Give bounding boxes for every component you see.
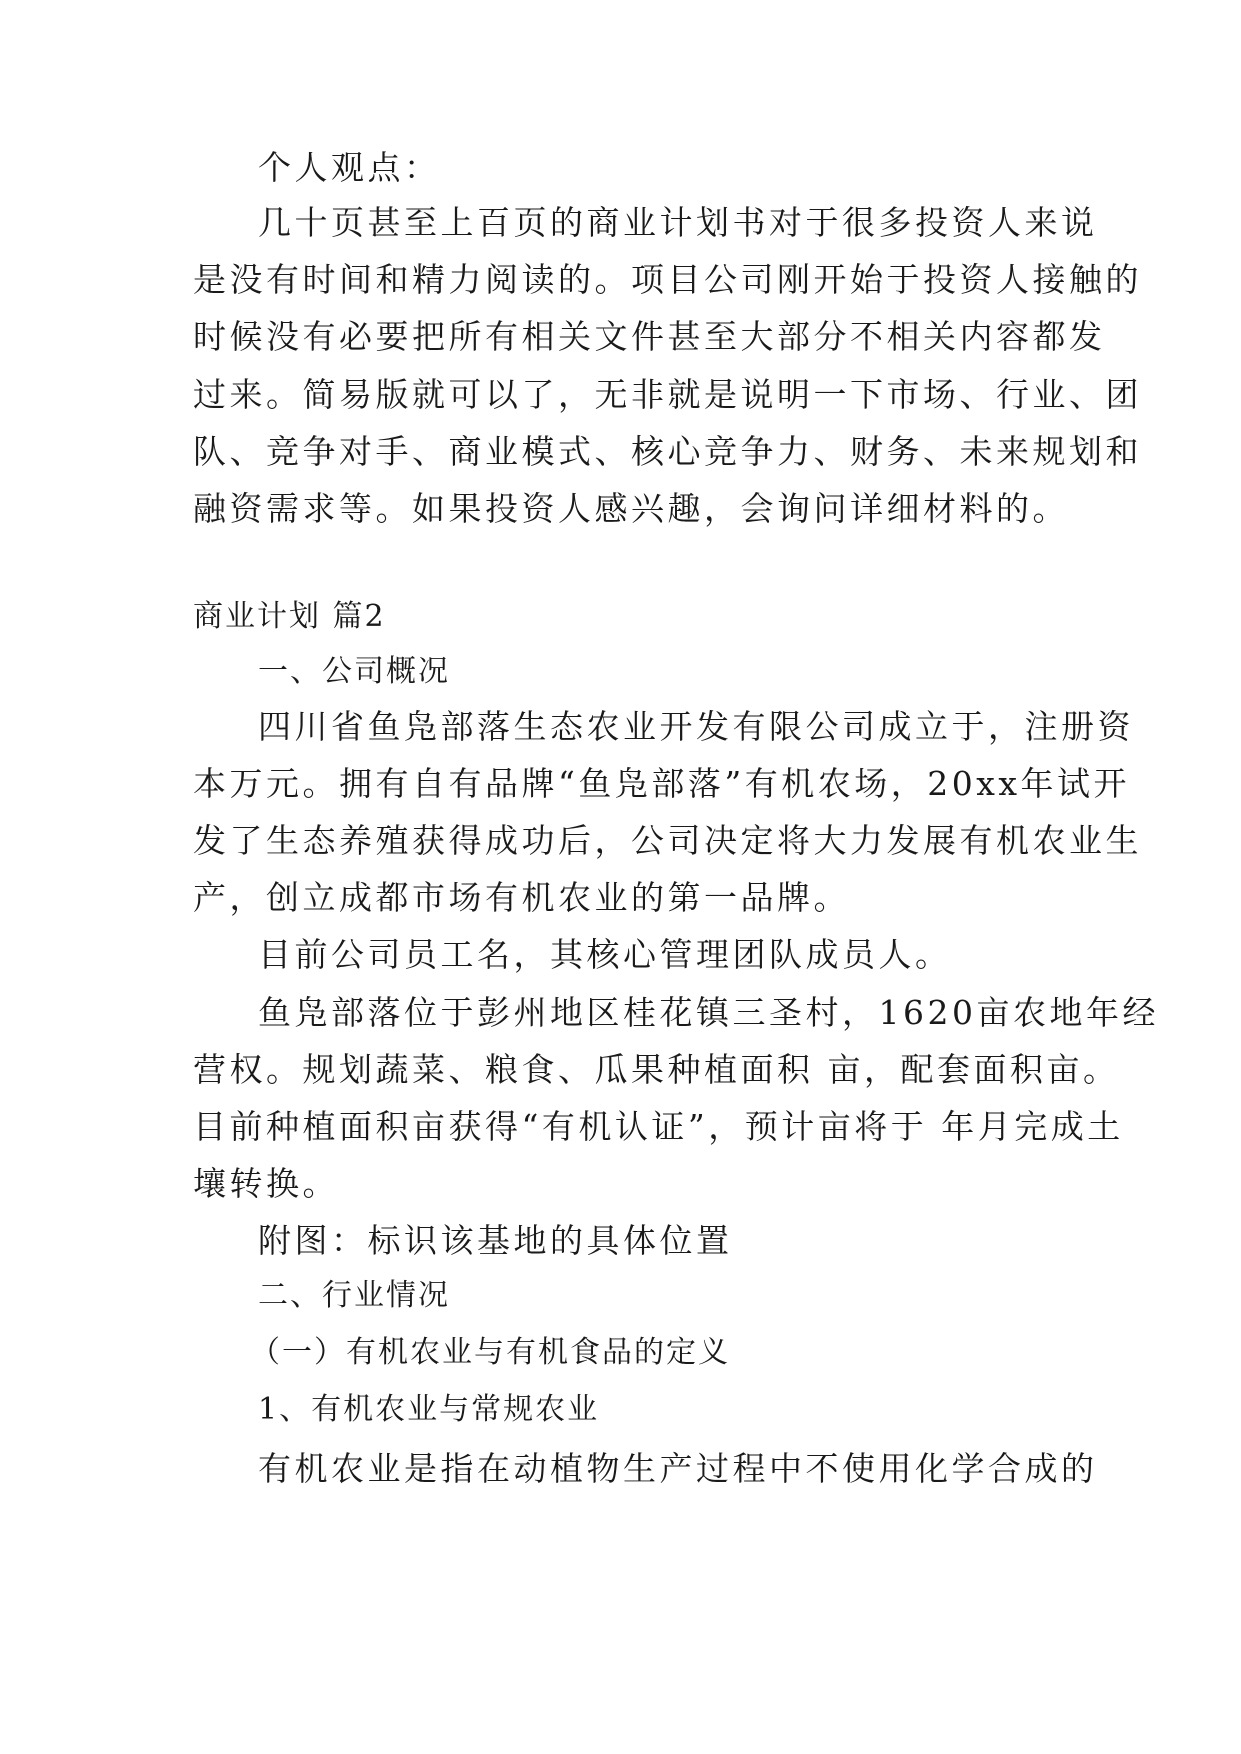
paragraph-line: 几十页甚至上百页的商业计划书对于很多投资人来说 [258, 203, 1098, 242]
paragraph-line: 过来。简易版就可以了，无非就是说明一下市场、行业、团 [193, 375, 1142, 414]
paragraph-line: 有机农业是指在动植物生产过程中不使用化学合成的 [258, 1449, 1098, 1488]
paragraph-line: 队、竞争对手、商业模式、核心竞争力、财务、未来规划和 [193, 432, 1142, 471]
industry-heading: 二、行业情况 [258, 1278, 450, 1313]
paragraph-line: 融资需求等。如果投资人感兴趣，会询问详细材料的。 [193, 489, 1069, 528]
subheading-definition: （一）有机农业与有机食品的定义 [250, 1335, 730, 1370]
figure-note: 附图：标识该基地的具体位置 [258, 1221, 733, 1260]
paragraph-line: 发了生态养殖获得成功后，公司决定将大力发展有机农业生 [193, 821, 1142, 860]
paragraph-line: 四川省鱼凫部落生态农业开发有限公司成立于，注册资 [258, 707, 1134, 746]
paragraph-line: 目前种植面积亩获得“有机认证”，预计亩将于 年月完成土 [193, 1107, 1124, 1146]
paragraph-line: 壤转换。 [193, 1164, 339, 1203]
paragraph-line: 产，创立成都市场有机农业的第一品牌。 [193, 878, 850, 917]
section-heading-personal-view: 个人观点： [258, 148, 441, 187]
paragraph-line: 是没有时间和精力阅读的。项目公司刚开始于投资人接触的 [193, 260, 1142, 299]
paragraph-line: 鱼凫部落位于彭州地区桂花镇三圣村，1620亩农地年经 [258, 993, 1159, 1032]
staff-line: 目前公司员工名，其核心管理团队成员人。 [258, 935, 952, 974]
paragraph-line: 营权。规划蔬菜、粮食、瓜果种植面积 亩，配套面积亩。 [193, 1050, 1120, 1089]
section-title: 商业计划 篇2 [193, 599, 386, 634]
paragraph-line: 本万元。拥有自有品牌“鱼凫部落”有机农场，20xx年试开 [193, 764, 1130, 803]
company-overview-heading: 一、公司概况 [258, 654, 450, 689]
paragraph-line: 时候没有必要把所有相关文件甚至大部分不相关内容都发 [193, 317, 1106, 356]
subheading-organic-vs-conventional: 1、有机农业与常规农业 [258, 1392, 600, 1427]
